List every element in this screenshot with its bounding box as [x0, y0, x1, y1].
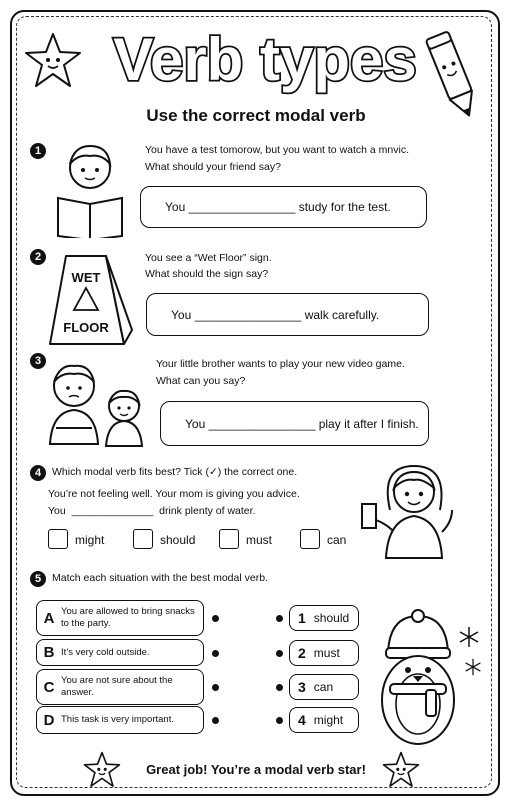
question-4-prompt: Which modal verb fits best? Tick (✓) the correct one. — [52, 466, 298, 478]
question-1-line-2: What should your friend say? — [145, 161, 281, 173]
situation-letter: B — [43, 644, 55, 661]
page-subtitle: Use the correct modal verb — [146, 106, 366, 125]
situation-letter: A — [43, 609, 55, 627]
situation-d — [36, 706, 204, 734]
footer-message: Great job! You’re a modal verb star! — [146, 762, 366, 777]
verb-number: 1 — [298, 610, 306, 626]
option-should-checkbox[interactable] — [133, 529, 153, 549]
verb-text: should — [313, 611, 350, 625]
question-1-speech-bubble — [140, 186, 427, 228]
two-boys-icon — [42, 358, 152, 450]
answer-end: walk carefully. — [304, 307, 380, 322]
verb-3 — [289, 674, 359, 700]
question-2-line-1: You see a “Wet Floor” sign. — [145, 252, 272, 264]
option-must-checkbox[interactable] — [219, 529, 239, 549]
svg-text:Verb types: Verb types — [113, 26, 417, 93]
smiling-star-icon — [22, 30, 84, 92]
verb-2 — [289, 640, 359, 666]
question-2-speech-bubble — [146, 293, 429, 336]
situation-text: You are not sure about the answer. — [61, 675, 173, 698]
svg-text:WET: WET — [71, 270, 101, 285]
question-1-line-1: You have a test tomorow, but you want to watch a mnvic. — [145, 144, 410, 156]
page-title — [100, 18, 430, 98]
answer-blank[interactable]: ________________ — [188, 200, 296, 214]
verb-4 — [289, 707, 359, 733]
smiling-star-icon — [381, 750, 421, 790]
answer-start: You — [171, 307, 192, 322]
option-should-label: should — [160, 533, 196, 547]
verb-3-dot[interactable] — [276, 684, 283, 691]
option-can-label: can — [327, 533, 347, 547]
question-4-line-1: You’re not feeling well. Your mom is giving you advice. — [48, 488, 300, 500]
verb-4-dot[interactable] — [276, 717, 283, 724]
question-4-options — [48, 529, 368, 551]
option-might-label: might — [75, 533, 105, 547]
svg-text:FLOOR: FLOOR — [63, 320, 109, 335]
answer-start: You — [165, 200, 186, 214]
question-4-number: 4 — [30, 465, 46, 481]
question-3-speech-bubble — [160, 401, 429, 446]
question-3-line-2: What can you say? — [156, 375, 246, 387]
answer-blank[interactable]: ______________ — [71, 505, 154, 517]
answer-start: You — [48, 505, 66, 517]
question-2-line-2: What should the sign say? — [145, 268, 269, 280]
answer-start: You — [185, 416, 206, 431]
situation-text: This task is very important. — [61, 714, 174, 725]
situation-d-dot[interactable] — [212, 717, 219, 724]
situation-c — [36, 669, 204, 705]
option-must-label: must — [246, 533, 273, 547]
situation-text: It’s very cold outside. — [61, 646, 150, 658]
answer-end: drink plenty of water. — [159, 505, 256, 517]
boy-reading-icon — [50, 138, 130, 238]
situation-text: You are allowed to bring snacks to the party. — [61, 606, 195, 629]
snowflake-icon — [464, 658, 482, 676]
verb-text: must — [313, 646, 340, 660]
situation-b — [36, 639, 204, 666]
answer-end: study for the test. — [298, 200, 391, 214]
verb-number: 2 — [298, 645, 306, 661]
verb-text: can — [313, 680, 334, 694]
situation-a-dot[interactable] — [212, 615, 219, 622]
situation-c-dot[interactable] — [212, 684, 219, 691]
answer-blank[interactable]: ________________ — [208, 416, 316, 431]
question-1-number: 1 — [30, 143, 46, 159]
option-can-checkbox[interactable] — [300, 529, 320, 549]
verb-1-dot[interactable] — [276, 615, 283, 622]
situation-letter: D — [43, 711, 55, 729]
question-4-line-2 — [48, 503, 348, 520]
answer-blank[interactable]: ________________ — [194, 307, 302, 322]
question-3-number: 3 — [30, 353, 46, 369]
girl-with-water-icon — [356, 458, 466, 560]
situation-b-dot[interactable] — [212, 650, 219, 657]
question-5-number: 5 — [30, 571, 46, 587]
answer-end: play it after I finish. — [318, 416, 419, 431]
question-3-line-1: Your little brother wants to play your new video game. — [156, 358, 405, 370]
verb-number: 4 — [298, 712, 306, 728]
snowflake-icon — [458, 626, 480, 648]
question-2-number: 2 — [30, 249, 46, 265]
question-5-prompt: Match each situation with the best modal verb. — [52, 572, 268, 584]
verb-2-dot[interactable] — [276, 650, 283, 657]
wet-floor-sign-icon — [48, 252, 134, 348]
situation-a — [36, 600, 204, 636]
situation-letter: C — [43, 678, 55, 696]
penguin-icon — [368, 608, 468, 748]
verb-text: might — [313, 713, 344, 727]
verb-1 — [289, 605, 359, 631]
verb-number: 3 — [298, 679, 306, 695]
option-might-checkbox[interactable] — [48, 529, 68, 549]
